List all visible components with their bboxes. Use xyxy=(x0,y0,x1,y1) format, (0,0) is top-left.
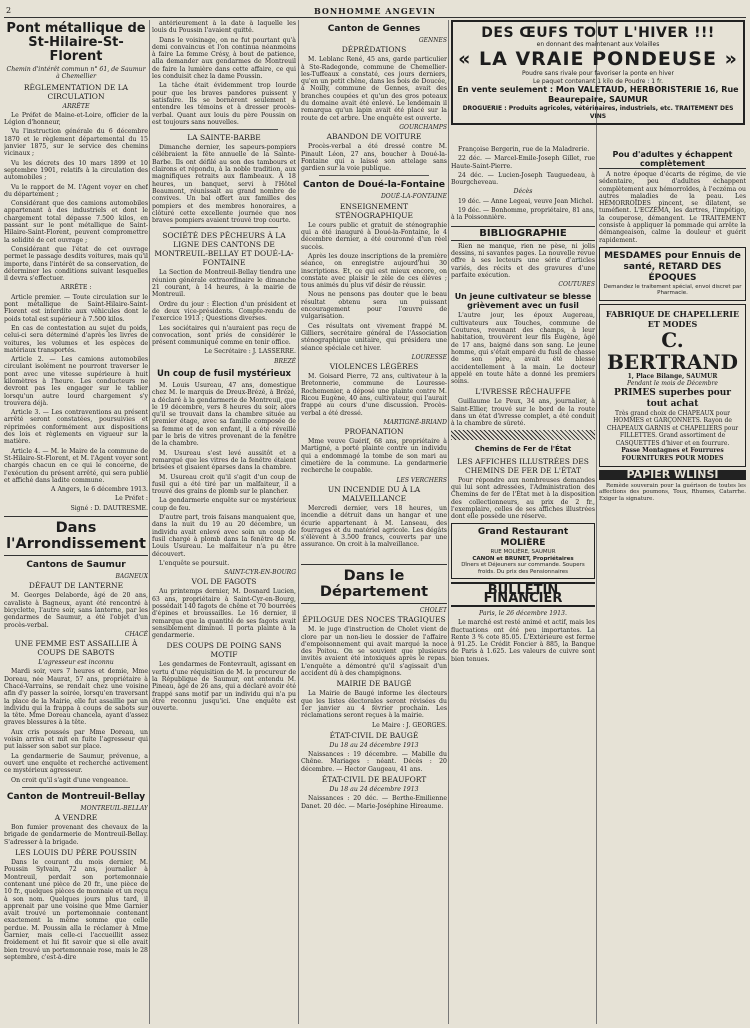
article-text: M. Usureau croit qu'il s'agit d'un coup de fusil qui a été tiré par un malfaiteur, il a trouvé des grains de plomb sur le plancher. xyxy=(152,473,296,496)
article-text: antérieurement à la date à laquelle les louis du Poussin l'avaient quitté. xyxy=(152,20,296,35)
etat-civil-line: 19 déc. — Bonhomme, propriétaire, 81 ans, à la Poissonnière. xyxy=(451,207,595,222)
bulletin-financier-title: BULLETIN FINANCIER xyxy=(451,582,595,607)
chemins-de-fer-subtitle: LES AFFICHES ILLUSTRÉES DES CHEMINS DE FER DE L'ÉTAT xyxy=(457,456,589,475)
article-text: Naissances : 19 décembre. — Mabille du Chêne. Mariages : néant. Décès : 20 décembre. — Hector Gaugeau, 41 ans. xyxy=(301,751,447,773)
article-title: PROFANATION xyxy=(344,427,404,437)
etat-civil-line: Françoise Bergerin, rue de la Maladrerie. xyxy=(458,146,590,153)
article-text: Ordre du jour : Élection d'un président et de deux vice-présidents. Compte-rendu de l'exercice 1913 ; Questions diverses. xyxy=(152,300,296,323)
article-title: L'IVRESSE RÉCHAUFFE xyxy=(475,387,571,397)
article-text: La gendarmerie de Saumur, prévenue, a ouvert une enquête et recherche activement ce mystérieux agresseur. xyxy=(4,752,148,775)
article-text: M. Usureau s'est levé aussitôt et a remarqué que les vitres de la fenêtre étaient brisées et gisaient éparses dans la chambre. xyxy=(152,449,296,472)
ad-vraie-pondeuse xyxy=(451,20,745,128)
article-dates: Du 18 au 24 décembre 1913 xyxy=(329,786,419,794)
article-text: Naissances : 20 déc. — Berthe-Emilienne Danet. 20 déc. — Marie-Joséphine Hireaume. xyxy=(301,795,447,810)
column-1 xyxy=(4,20,148,1024)
article-title: ABANDON DE VOITURE xyxy=(326,132,422,142)
ad-papier-title: PAPIER WLINSI xyxy=(599,470,746,479)
ad-address: RUE MOLIÈRE, SAUMUR xyxy=(490,549,556,556)
column-separator xyxy=(596,20,597,1024)
canton-heading: Canton de Gennes xyxy=(327,24,421,34)
ad-description: Poudre sans rivale pour favoriser la ponte en hiver xyxy=(522,70,674,77)
divider xyxy=(170,227,278,228)
article-paragraph: Article 3. — Les contraventions au présent arrêté seront constatées, poursuivies et réprimées conformément aux dispositions des lois et règlements en vigueur sur la matière. xyxy=(4,409,148,446)
ad-box xyxy=(451,20,745,125)
article-text: M. le juge d'instruction de Cholet vient de clore par un non-lieu le dossier de l'affaire d'empoisonnement qui avait marqué la noce des Poitou. On se souvient que plusieurs invités avaient été intoxiqués après le repas. L'enquête a démontré qu'il s'agissait d'un accident dû à des champignons. xyxy=(301,626,447,678)
ad-title: Grand Restaurant MOLIÈRE xyxy=(477,527,569,549)
article-text: La tâche était évidemment trop lourde pour que les braves pandores puissent y satisfaire. Ils se bornèrent seulement à entendre les témoins et à dresser procès-verbal. Quant aux louis du père Poussin on est toujours sans nouvelles. xyxy=(152,82,296,126)
article-text: Dimanche dernier, les sapeurs-pompiers célébraient la fête annuelle de la Sainte-Barbe. Ils ont défilé au son des tambours et clairons et répondu, à la noble tradition, aux magnifiques retraits aux flambeaux. À 18 heures, un banquet, servi à l'Hôtel Beaumont, réunissait au grand nombre de convives. Un bal offert aux familles des pompiers et des membres honoraires, a clôturé cette excellente journée que nos braves pompiers avaient trouvé trop courte. xyxy=(152,144,296,225)
ad-price: Le paquet contenant 1 kilo de Poudre : 1 fr. xyxy=(533,77,663,85)
column-2 xyxy=(152,20,296,1024)
article-text: La Mairie de Baugé informe les électeurs que les listes électorales seront révisées du 1er janvier au 4 février prochain. Les réclamations seront reçues à la mairie. xyxy=(301,690,447,720)
divider xyxy=(319,175,429,176)
subtitle: Chemin d'intérêt commun n° 61, de Saumur à Chemellier xyxy=(6,66,146,81)
article-title: ÉTAT-CIVIL DE BAUGÉ xyxy=(329,730,419,740)
ad-vendor: En vente seulement : Mon VALETAUD, HERBORISTERIE 16, Rue Beaurepaire, SAUMUR xyxy=(457,85,739,104)
intro-paragraph: Le Préfet de Maine-et-Loire, officier de la Légion d'honneur, xyxy=(4,111,148,127)
etat-civil-line: 22 déc. — Marcel-Emile-Joseph Gillet, rue Haute-Saint-Pierre. xyxy=(451,155,595,170)
article-text: M. Louis Usureau, 47 ans, domestique chez M. le marquis de Dreux-Brézé, à Brézé, a déclaré à la gendarmerie de Montreuil, que le 19 décembre, vers 8 heures du soir, alors qu'il se trouvait dans la chambre située au premier étage, avec sa famille composée de sa femme et de son enfant, il a été réveillé par le bris de vitres provenant de la fenêtre de la chambre. xyxy=(152,381,296,448)
headline-pont: Pont métallique de St-Hilaire-St-Florent xyxy=(6,21,146,64)
column-separator xyxy=(298,20,299,1024)
article-title: ÉTAT-CIVIL DE BEAUFORT xyxy=(321,775,427,785)
article-text: Les sociétaires qui n'auraient pas reçu de convocation, sont priés de considérer le présent communiqué comme en tenir office. xyxy=(152,324,296,347)
article-text: Ces résultats ont vivement frappé M. Gilliers, secrétaire général de l'Association sténographique unitaire, qui présidera une séance spéciale cet hiver. xyxy=(301,322,447,352)
article-title: DES COUPS DE POING SANS MOTIF xyxy=(166,641,282,660)
canton-heading: Canton de Montreuil-Bellay xyxy=(6,791,146,802)
ad-bertrand xyxy=(599,304,746,468)
page-number: 2 xyxy=(6,6,12,15)
article-text: M. Georges Delaborde, âgé de 20 ans, cavaliste à Bagneux, ayant été rencontré à bicyclette, l'autre soir, sans lanterne, par les gendarmes de Saumur, a été l'objet d'un procès-verbal. xyxy=(4,592,148,629)
article-text: Les gendarmes de Fontevrault, agissant en vertu d'une réquisition de M. le procureur de la République de Saumur, ont entendu M. Pineau, âgé de 26 ans, qui a déclaré avoir été frappé sans motif par un individu qui n'a pu être reconnu jusqu'ici. Une enquête est ouverte. xyxy=(152,661,296,713)
canton-heading: Cantons de Saumur xyxy=(26,560,126,571)
divider xyxy=(170,129,278,130)
town-name: CHOLET xyxy=(419,607,447,614)
article-text: Nous ne pensons pas douter que le beau résultat obtenu sera un puissant encouragement pour l'œuvre de vulgarisation. xyxy=(301,291,447,321)
article-title: LES LOUIS DU PÈRE POUSSIN xyxy=(15,848,137,858)
article-title: UN INCENDIE DU À LA MALVEILLANCE xyxy=(327,484,421,503)
town-name: BREZÉ xyxy=(274,357,296,365)
article-title: VOL DE FAGOTS xyxy=(191,577,257,587)
arrete-label-2: ARRÊTE : xyxy=(60,284,92,292)
town-name: BAGNEUX xyxy=(115,573,148,581)
ad-period: Pendant le mois de Décembre xyxy=(627,380,718,388)
ad-title: DES ŒUFS TOUT L'HIVER !!! xyxy=(481,25,715,41)
article-text: Dans le courant du mois dernier, M. Poussin Sylvain, 72 ans, journalier à Montreuil, perdait son portemonnaie contenant une pièce de 20 fr., une pièce de 10 fr., quelques pièces de monnaie et un reçu à son nom. Quelques jours plus tard, il apprenait par une voisine que Mme Garnier avait trouvé un portemonnaie contenant exactement la même somme que celle perdue. M. Poussin alla le réclamer à Mme Garnier, mais celle-ci l'accueillit assez froidement et lui fit savoir que si elle avait bien trouvé un portemonnaie rose, mais le 28 septembre, c'est-à-dire xyxy=(4,859,148,961)
article-text: La Section de Montreuil-Bellay tiendra une réunion générale extraordinaire le dimanche 21 courant, à 14 heures, à la mairie de Montreuil. xyxy=(152,269,296,299)
article-paragraph: Article 4. — M. le Maire de la commune de St-Hilaire-St-Florent, et M. l'Agent voyer sont chargés chacun en ce qui le concerne, de l'exécution du présent arrêté, qui sera publié et affiché dans ladite commune. xyxy=(4,447,148,484)
canton-heading: Canton de Doué-la-Fontaine xyxy=(303,180,445,191)
signature: Le Maire : J. GEORGES. xyxy=(372,721,447,729)
ad-line: FOURNITURES POUR MODES xyxy=(621,454,724,462)
article-text: D'autre part, trois faisans manquaient que, dans la nuit du 19 au 20 décembre, un individu avait enlevé avec soin un coup de fusil chargé à plomb dans la fenêtre de M. Louis Usureau. Le malfaiteur n'a pu être découvert. xyxy=(152,514,296,558)
ad-top: FABRIQUE DE CHAPELLERIE ET MODES xyxy=(605,308,740,329)
town-name: CHACÉ xyxy=(124,630,148,638)
deces-label: Décès xyxy=(513,188,533,196)
article-text: Après les douze inscriptions de la première séance, on enregistre aujourd'hui 30 inscriptions. Et, ce qui est mieux encore, on constate avec plaisir le zèle de ces élèves ; tous animés du plus vif désir de réussir. xyxy=(301,252,447,290)
arrete-label: ARRÊTE xyxy=(62,102,90,110)
article-title: ENSEIGNEMENT STÉNOGRAPHIQUE xyxy=(335,201,413,220)
ad-address: 1, Place Bilange, SAUMUR xyxy=(627,372,718,380)
column-5 xyxy=(599,146,746,1024)
article-text: Le cours public et gratuit de sténographie qui a été inauguré à Doué-la-Fontaine, le 4 décembre dernier, a été couronné d'un réel succès. xyxy=(301,221,447,251)
bulletin-date: Paris, le 26 décembre 1913. xyxy=(479,609,567,617)
town-name: GOURCHAMPS xyxy=(399,123,447,131)
chemins-de-fer-title: Chemins de Fer de l'État xyxy=(474,444,572,453)
etat-civil-line: 24 déc. — Lucien-Joseph Tauguedeau, à Bourgcheveau. xyxy=(451,171,595,187)
ad-text: Demandez le traitement spécial, envoi discret par Pharmacie. xyxy=(603,283,742,297)
ad-papier-text: Remède souverain pour la guérison de toutes les affections des poumons, Toux, Rhumes, Catarrhe. Exiger la signature. xyxy=(599,482,746,502)
article-text: Guillaume Le Peux, 34 ans, journalier, à Saint-Ellier, trouvé sur le bord de la route dans un état d'ivresse complet, a été conduit à la chambre de sûreté. xyxy=(451,398,595,428)
article-paragraph: Article premier. — Toute circulation sur le pont métallique de Saint-Hilaire-Saint-Florent est interdite aux véhicules dont le poids total est supérieur à 7.500 kilos. xyxy=(4,293,148,323)
ad-mesdames xyxy=(599,247,746,301)
town-name: GENNES xyxy=(418,37,447,44)
bibliographie-title: BIBLIOGRAPHIE xyxy=(451,226,595,241)
ad-title: MESDAMES pour Ennuis de santé, RETARD DES ÉPOQUES xyxy=(604,250,741,283)
article-text: Dans le voisinage, on ne fut pourtant qu'à demi convaincus et l'on continua néanmoins à faire La femme Crésy, à bout de patience, alla demander aux gendarmes de Montreuil de faire la lumière dans cette affaire, ce qui les conduisit chez la dame Poussin. xyxy=(152,36,296,81)
article-text: Mardi soir, vers 7 heures et demie, Mme Doreau, née Maurat, 57 ans, propriétaire à Chacé-Varrains, se rendait chez une voisine afin d'y passer la soirée, lorsqu'en traversant la place de la Mairie, elle fut assaillie par un individu qui la frappa à coups de sabots sur la tête. Mme Doreau chancela, ayant d'assez graves blessures à la tête. xyxy=(4,668,148,727)
article-title: Pou d'adultes y échappent complètement xyxy=(599,150,746,169)
ad-extra: DROGUERIE : Produits agricoles, vétérinaires, industriels, etc. TRAITEMENT DES VINS xyxy=(462,105,734,120)
etat-civil-line: 19 déc. — Anne Legeai, veuve Jean Michel. xyxy=(458,197,594,205)
bibliographie-text: Rien ne manque, rien ne pèse, ni jolis dessins, ni savantes pages. La nouvelle revue offre à ses lecteurs une série d'articles variés, des récits et des gravures d'une parfaite exécution. xyxy=(451,242,595,279)
town-name: LOURESSE xyxy=(411,353,447,361)
article-text: M. Leblanc René, 45 ans, garde particulier à Ste-Radegonde, commune de Chemellier-les-Tuffeaux a constaté, ces jours derniers, qu'en un petit chêne, dans les bois de Doucée, à Noilly, commune de Gennes, avait des branches coupées et qu'un des gros poteaux du domaine avait été enlevé. Le lendemain il remarqua qu'un lapin avait été placé sur la route de cet arbre. Une enquête est ouverte. xyxy=(301,56,447,122)
signoff-role: Le Préfet : xyxy=(114,495,148,503)
article-title: VIOLENCES LÉGÈRES xyxy=(329,362,419,372)
newspaper-title: BONHOMME ANGEVIN xyxy=(313,6,437,16)
column-separator xyxy=(448,20,449,1024)
town-name: MONTREUIL-BELLAY xyxy=(80,804,148,812)
chemins-de-fer-text: Pour répondre aux nombreuses demandes qui lui sont adressées, l'Administration des Chemins de fer de l'État met à la disposition des collectionneurs, au prix de 2 fr., l'exemplaire, celles de ses affiches illustrées dont elle possède une réserve. xyxy=(451,476,595,521)
signoff-name: Signé : D. DAUTRESME. xyxy=(70,504,148,512)
article-title: A VENDRE xyxy=(54,813,98,823)
article-text: Au printemps dernier, M. Dosnard Lucien, 63 ans, propriétaire à Saint-Cyr-en-Bourg, possédait 140 fagots de chêne et 70 bourrées d'épines et broussailles. Le 16 dernier, il remarqua que la quantité de ses fagots avait sensiblement diminué. Il porta plainte à la gendarmerie. xyxy=(152,588,296,640)
ad-text: Très grand choix de CHAPEAUX pour HOMMES et GARÇONNETS. Rayon de CHAPEAUX GARNIS et CHAPELIERS pour FILLETTES. Grand assortiment de CASQUETTES d'hiver et en fourrure. xyxy=(606,409,739,447)
article-text: L'autre jour, les époux Augereau, cultivateurs aux Touches, commune de Coutures, revenant des champs, à leur habitation, trouvèrent leur fils Eugène, âgé de 17 ans, baigné dans son sang. Le jeune homme, qui s'était emparé du fusil de chasse de son père, avait été blessé accidentellement à la main. Le docteur appelé en toute hâte a donné les premiers soins. xyxy=(451,312,595,386)
article-text: On croit qu'il s'agit d'une vengeance. xyxy=(11,776,128,784)
town-name: SAINT-CYR-EN-BOURG xyxy=(224,569,296,577)
town-name: MARTIGNÉ-BRIAND xyxy=(383,418,447,426)
intro-paragraph: Considérant que des camions automobiles appartenant à des industriels et dont le chargement total dépasse 7.500 kilos, en passant sur le pont métallique de Saint-Hilaire-Saint-Florent, peuvent compromettre la solidité de cet ouvrage ; xyxy=(4,200,148,244)
article-title: Un jeune cultivateur se blesse grièvement avec un fusil xyxy=(454,292,592,311)
signoff-place: A Angers, le 6 décembre 1913. xyxy=(51,486,148,494)
column-4 xyxy=(451,146,595,1024)
column-separator xyxy=(149,20,150,1024)
article-text: Aux cris poussés par Mme Doreau, un voisin arriva et mit en fuite l'agresseur qui put laisser son sabot sur place. xyxy=(4,728,148,751)
signature: Le Secrétaire : J. LASSERRE. xyxy=(204,348,296,356)
ad-line: Passe Montagnes et Fourrures xyxy=(621,447,724,455)
town-name: LES VERCHERS xyxy=(396,476,447,484)
article-text: M. Goisard Pierre, 72 ans, cultivateur à la Bretonnerie, commune de Louresse-Rochemenier, a déposé une plainte contre M. Ricou Eugène, 40 ans, cultivateur, qui l'aurait frappé au cours d'une discussion. Procès-verbal a été dressé. xyxy=(301,373,447,417)
decorative-rule xyxy=(451,430,595,440)
section-arrondissement: Dans l'Arrondissement xyxy=(4,516,148,556)
intro-paragraph: Vu les décrets des 10 mars 1899 et 10 septembre 1901, relatifs à la circulation des automobiles ; xyxy=(4,159,148,182)
ad-name: C. BERTRAND xyxy=(606,327,739,374)
intro-paragraph: Vu le rapport de M. l'Agent voyer en chef du département ; xyxy=(4,183,148,198)
ad-owner: CANON et BRUNET, Propriétaires xyxy=(472,555,574,562)
article-text: Bon fumier provenant des chevaux de la brigade de gendarmerie de Montreuil-Bellay. S'adresser à la brigade. xyxy=(4,824,148,846)
section-title: RÈGLEMENTATION DE LA CIRCULATION xyxy=(23,82,129,101)
article-text: Mercredi dernier, vers 18 heures, un incendie a détruit dans un hangar et une écurie appartenant à M. Lanseau, des fourrages et du matériel agricole. Les dégâts s'élèvent à 3.500 francs, couverts par une assurance. On croit à la malveillance. xyxy=(301,504,447,549)
town-name: COUTURES xyxy=(558,281,595,289)
departement-block xyxy=(301,560,447,1024)
ad-moliere xyxy=(451,523,595,579)
masthead-rule xyxy=(4,17,746,18)
article-title: DÉFAUT DE LANTERNE xyxy=(28,581,124,591)
article-text: Mme veuve Guérif, 68 ans, propriétaire à Martigné, a porté plainte contre un individu qui a endommagé la tombe de son mari au cimetière de la commune. La gendarmerie recherche le coupable. xyxy=(301,438,447,475)
ad-brand: « LA VRAIE PONDEUSE » xyxy=(458,48,738,70)
article-title: DÉPRÉDATIONS xyxy=(341,45,407,55)
article-text: L'enquête se poursuit. xyxy=(159,559,230,567)
town-name: DOUÉ-LA-FONTAINE xyxy=(381,193,447,201)
article-title: MAIRIE DE BAUGÉ xyxy=(336,679,412,689)
article-title: UNE FEMME EST ASSAILLIE À COUPS DE SABOTS xyxy=(14,639,138,658)
ad-text: Dîners et Déjeuners sur commande. Soupers froids. Du prix des Pensionnaires xyxy=(461,562,585,575)
article-paragraph: Article 2. — Les camions automobiles circulant isolément ne pourront traverser le pont avec une vitesse supérieure à huit kilomètres à l'heure. Les conducteurs ne devront pas les engager sur le tablier lorsqu'un autre lourd chargement s'y trouvera déjà. xyxy=(4,356,148,407)
article-paragraph: En cas de contestation au sujet du poids, celui-ci sera déterminé d'après les livres de voitures, les volumes et les espèces de matériaux transportés. xyxy=(4,324,148,354)
article-text: La gendarmerie enquête sur ce mystérieux coup de feu. xyxy=(152,497,296,512)
article-text: Procès-verbal a été dressé contre M. Pinault Léon, 27 ans, boucher à Doué-la-Fontaine qui a laissé son attelage sans gardien sur la voie publique. xyxy=(301,143,447,173)
ad-subtitle: en donnant des maintenant aux Volailles xyxy=(536,41,660,48)
article-title: SOCIÉTÉ DES PÊCHEURS À LA LIGNE DES CANTONS DE MONTREUIL-BELLAY ET DOUÉ-LA-FONTAINE xyxy=(154,231,294,268)
section-departement: Dans le Département xyxy=(301,564,447,604)
ad-primes: PRIMES superbes pour tout achat xyxy=(613,387,732,409)
divider xyxy=(22,787,130,788)
article-title: LA SAINTE-BARBE xyxy=(187,133,261,143)
article-title: ÉPILOGUE DES NOCES TRAGIQUES xyxy=(302,615,446,625)
intro-paragraph: Considérant que l'état de cet ouvrage permet le passage desdits voitures, mais qu'il importe, dans l'intérêt de sa conservation, de déterminer les conditions suivant lesquelles il devra s'effectuer. xyxy=(4,245,148,283)
article-dates: Du 18 au 24 décembre 1913 xyxy=(329,741,419,749)
article-text: A notre époque d'écarts de régime, de vie sédentaire, peu d'adultes échappent complètement aux hémorroïdes, à l'eczéma ou autres maladies de la peau. Les HÉMORROÏDES pincent, se dilatent, se tuméfient. L'ECZÉMA, les dartres, l'impétigo, la couperose, démangent. Le TRAITEMENT consiste à appliquer la pommade qui arrête la démangeaison, calme la douleur et guérit rapidement. xyxy=(599,171,746,244)
article-lead: L'agresseur est inconnu xyxy=(38,659,114,667)
article-title: Un coup de fusil mystérieux xyxy=(157,368,291,379)
intro-paragraph: Vu l'instruction générale du 6 décembre 1870 et le règlement départemental du 15 janvier 1875, sur le service des chemins vicinaux ; xyxy=(4,128,148,158)
bulletin-text: Le marché est resté animé et actif, mais les fluctuations ont été peu importantes. La Rente 3 % cote 85.05. L'Extérieure est ferme à 91.25. Le Crédit Foncier à 885, la Banque de Paris à 1.625. Les valeurs de cuivre sont bien tenues. xyxy=(451,619,595,663)
